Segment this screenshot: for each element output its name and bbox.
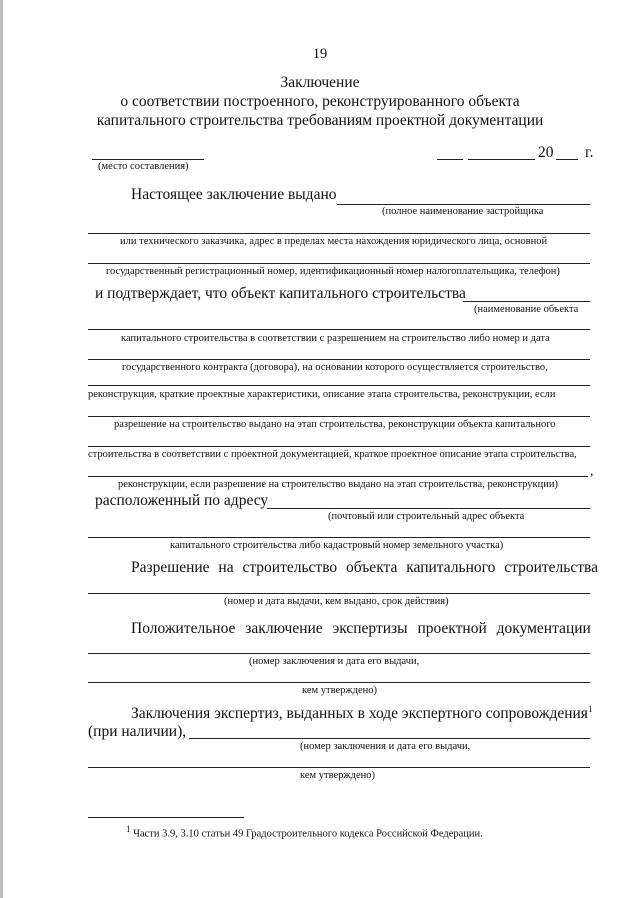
permit-line: [88, 593, 590, 594]
issued-hint-1: (полное наименование застройщика: [382, 206, 544, 217]
date-month-line: [468, 159, 535, 160]
expertise-line: [88, 653, 590, 654]
confirms-hint-7: реконструкции, если разрешение на строительство выдано на этап строительства, реконструкции): [118, 479, 558, 490]
date-day-line: [437, 159, 463, 160]
permit-hint: (номер и дата выдачи, кем выдано, срок действия): [224, 596, 449, 607]
address-line-2: [88, 537, 590, 538]
support-line-2: [88, 767, 590, 768]
support-label-2: (при наличии),: [88, 723, 187, 740]
support-label-text: Заключения экспертиз, выданных в ходе экспертного сопровождения: [131, 705, 588, 723]
confirms-hint-1: (наименование объекта: [474, 304, 579, 315]
issued-hint-2: или технического заказчика, адрес в пределах места нахождения юридического лица, основной: [120, 236, 548, 247]
page-edge: [0, 0, 3, 898]
footnote-text: Части 3.9, 3.10 статьи 49 Градостроительного кодекса Российской Федерации.: [133, 828, 483, 840]
issued-line: [337, 204, 590, 205]
confirms-line-7: [88, 476, 588, 477]
confirms-line: [463, 301, 590, 302]
confirms-line-2: [88, 329, 590, 330]
confirms-hint-4: реконструкция, краткие проектные характеристики, описание этапа строительства, реконструкции, если: [88, 389, 556, 400]
address-hint-2: капитального строительства либо кадастровый номер земельного участка): [170, 540, 504, 551]
place-hint: (место составления): [98, 161, 189, 172]
issued-line-2: [88, 233, 590, 234]
confirms-hint-6: строительства в соответствии с проектной документацией, краткое проектное описание этапа строительства,: [88, 449, 577, 460]
support-line: [189, 738, 590, 739]
support-footnote-mark: 1: [587, 704, 593, 714]
expertise-hint-2: кем утверждено): [302, 685, 378, 696]
address-label: расположенный по адресу: [95, 492, 269, 509]
confirms-label: и подтверждает, что объект капитального строительства: [95, 285, 466, 302]
support-hint-1: (номер заключения и дата его выдачи,: [300, 741, 471, 752]
date-suffix: г.: [585, 144, 594, 161]
confirms-hint-5: разрешение на строительство выдано на этап строительства, реконструкции объекта капитального: [114, 419, 556, 430]
document-title: Заключение: [280, 74, 360, 91]
issued-label: Настоящее заключение выдано: [131, 186, 337, 203]
expertise-label: Положительное заключение экспертизы проектной документации: [131, 620, 591, 637]
date-year-line: [556, 159, 578, 160]
issued-line-3: [88, 263, 590, 264]
date-year-prefix: 20: [538, 144, 554, 161]
confirms-hint-2: капитального строительства в соответствии с разрешением на строительство либо номер и дата: [121, 333, 550, 344]
confirms-line-6: [88, 446, 590, 447]
expertise-line-2: [88, 682, 590, 683]
expertise-hint-1: (номер заключения и дата его выдачи,: [249, 656, 420, 667]
support-label: [131, 704, 592, 723]
address-line: [267, 508, 590, 509]
confirms-hint-3: государственного контракта (договора), на основании которого осуществляется строительство,: [122, 362, 548, 373]
document-subtitle-line1: о соответствии построенного, реконструированного объекта: [120, 93, 520, 110]
confirms-line-4: [88, 385, 590, 386]
footnote-separator: [88, 817, 244, 818]
confirms-comma: ,: [590, 463, 594, 478]
confirms-line-3: [88, 359, 590, 360]
address-hint-1: (почтовый или строительный адрес объекта: [328, 511, 525, 522]
support-hint-2: кем утверждено): [300, 770, 376, 781]
permit-label: Разрешение на строительство объекта капитального строительства: [131, 559, 598, 576]
footnote: [126, 824, 483, 840]
issued-hint-3: государственный регистрационный номер, идентификационный номер налогоплательщика, телефон): [106, 266, 560, 277]
page-number: 19: [312, 46, 328, 62]
document-subtitle-line2: капитального строительства требованиям проектной документации: [96, 112, 544, 129]
footnote-mark: 1: [126, 824, 131, 834]
confirms-line-5: [88, 416, 590, 417]
place-line: [92, 159, 204, 160]
